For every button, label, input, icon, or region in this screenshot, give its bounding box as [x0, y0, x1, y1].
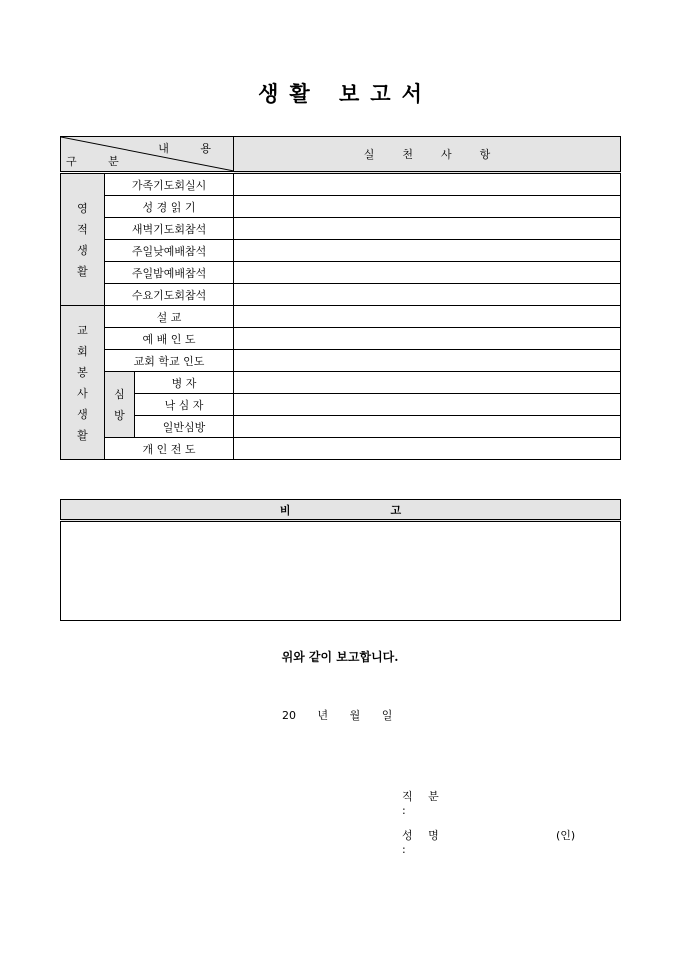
practice-cell[interactable]	[234, 416, 621, 438]
item-label: 수요기도회참석	[105, 284, 234, 306]
document-title: 생활 보고서	[258, 81, 433, 106]
category-char: 활	[77, 264, 88, 278]
table-row	[61, 372, 621, 394]
table-row	[61, 416, 621, 438]
category-char: 교	[77, 323, 88, 337]
item-label: 새벽기도회참석	[105, 218, 234, 240]
category-char: 심	[114, 387, 125, 401]
table-row	[61, 438, 621, 460]
name-label: 성 명 :	[402, 829, 445, 856]
category-char: 영	[77, 201, 88, 215]
category-church-service-life	[61, 306, 105, 460]
table-row	[61, 284, 621, 306]
table-row	[61, 173, 621, 196]
item-label: 주일낮예배참석	[105, 240, 234, 262]
category-char: 생	[77, 407, 88, 421]
seal-mark: (인)	[556, 829, 576, 842]
category-char: 회	[77, 344, 88, 358]
table-row	[61, 218, 621, 240]
header-content-label: 내 용	[158, 142, 226, 155]
table-row	[61, 306, 621, 328]
practice-cell[interactable]	[234, 372, 621, 394]
table-row	[61, 350, 621, 372]
practice-header-cell	[234, 137, 621, 173]
practice-cell[interactable]	[234, 262, 621, 284]
year-prefix: 20	[282, 709, 296, 722]
remarks-box	[60, 499, 621, 621]
item-label: 성 경 읽 기	[105, 196, 234, 218]
month-label: 월	[349, 709, 361, 722]
item-label: 개 인 전 도	[105, 438, 234, 460]
table-row	[61, 196, 621, 218]
table-row	[61, 240, 621, 262]
practice-cell[interactable]	[234, 438, 621, 460]
practice-cell[interactable]	[234, 328, 621, 350]
category-char: 봉	[77, 365, 88, 379]
name-line	[402, 827, 452, 856]
category-char: 생	[77, 243, 88, 257]
category-spiritual-life	[61, 173, 105, 306]
report-statement: 위와 같이 보고합니다.	[281, 650, 399, 664]
category-char: 적	[77, 222, 88, 236]
item-label: 주일밤예배참석	[105, 262, 234, 284]
remarks-heading: 비고	[279, 503, 502, 517]
practice-cell[interactable]	[234, 284, 621, 306]
category-visitation	[105, 372, 135, 438]
item-label: 낙 심 자	[135, 394, 234, 416]
day-label: 일	[381, 709, 393, 722]
practice-cell[interactable]	[234, 196, 621, 218]
item-label: 병 자	[135, 372, 234, 394]
table-row	[61, 394, 621, 416]
item-label: 교회 학교 인도	[105, 350, 234, 372]
position-label: 직 분 :	[402, 790, 445, 817]
item-label: 가족기도회실시	[105, 173, 234, 196]
practice-cell[interactable]	[234, 306, 621, 328]
item-label: 설 교	[105, 306, 234, 328]
item-label: 일반심방	[135, 416, 234, 438]
table-header-row	[61, 137, 621, 173]
practice-cell[interactable]	[234, 394, 621, 416]
remarks-body[interactable]	[61, 521, 621, 621]
year-label: 년	[317, 709, 329, 722]
practice-cell[interactable]	[234, 173, 621, 196]
date-line	[282, 707, 410, 723]
table-row	[61, 262, 621, 284]
position-line	[402, 788, 452, 817]
practice-cell[interactable]	[234, 240, 621, 262]
category-char: 활	[77, 428, 88, 442]
diagonal-header-cell	[61, 137, 234, 173]
remarks-header	[61, 500, 621, 521]
practice-cell[interactable]	[234, 218, 621, 240]
category-char: 방	[114, 408, 125, 422]
practice-header-label: 실천사항	[363, 148, 519, 161]
table-row	[61, 328, 621, 350]
header-category-label: 구 분	[66, 155, 133, 168]
category-char: 사	[77, 386, 88, 400]
practice-cell[interactable]	[234, 350, 621, 372]
item-label: 예 배 인 도	[105, 328, 234, 350]
report-table	[60, 136, 621, 460]
